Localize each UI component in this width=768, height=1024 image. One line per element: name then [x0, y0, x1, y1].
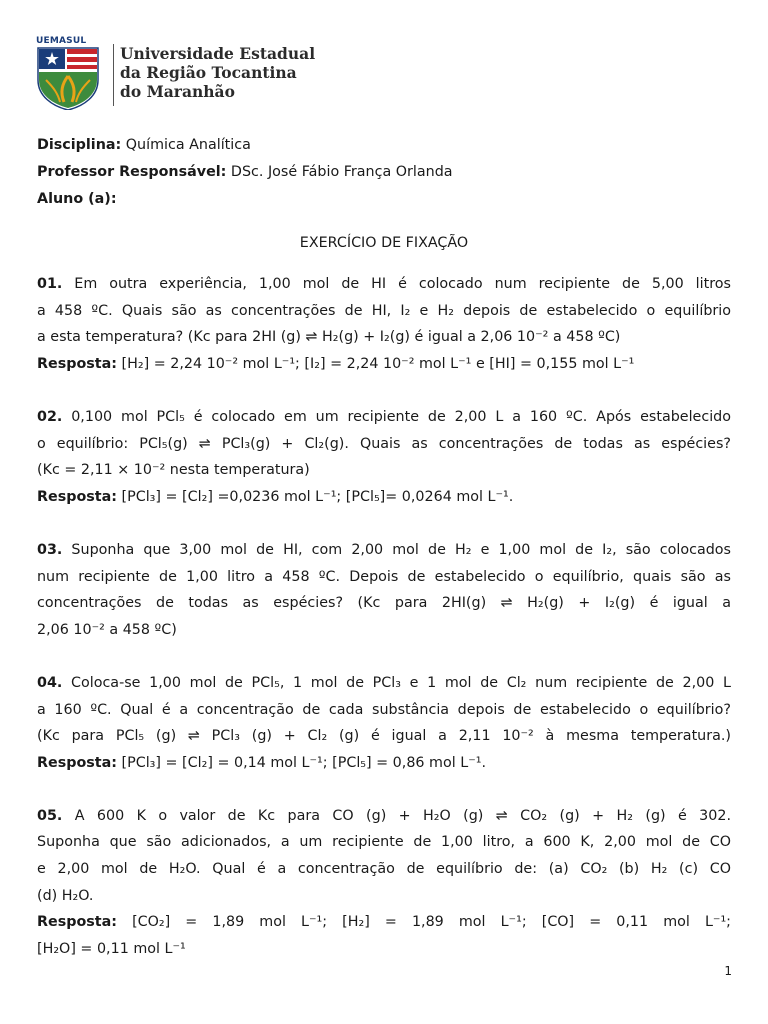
exercise-line: o equilíbrio: PCl₅(g) ⇌ PCl₃(g) + Cl₂(g). Quais as concentrações de todas as espécies? — [37, 435, 731, 452]
exercise-05 — [37, 803, 731, 963]
answer-label: Resposta: — [37, 488, 117, 505]
answer-label: Resposta: — [37, 355, 117, 372]
exercise-number: 02. — [37, 408, 63, 425]
exercise-line — [37, 271, 731, 298]
discipline-field — [37, 132, 453, 159]
discipline-value: Química Analítica — [121, 137, 251, 153]
exercise-number: 03. — [37, 541, 63, 558]
answer-label: Resposta: — [37, 754, 117, 771]
professor-label: Professor Responsável: — [37, 164, 227, 180]
exercise-text: Coloca-se 1,00 mol de PCl₅, 1 mol de PCl₃ e 1 mol de Cl₂ num recipiente de 2,00 L — [62, 674, 731, 691]
exercise-line — [37, 670, 731, 697]
exercise-text: Em outra experiência, 1,00 mol de HI é colocado num recipiente de 5,00 litros — [62, 276, 731, 292]
exercise-02 — [37, 404, 731, 510]
answer-line — [37, 909, 731, 936]
answer-line: [H₂O] = 0,11 mol L⁻¹ — [37, 940, 186, 957]
exercise-line: num recipiente de 1,00 litro a 458 ºC. Depois de estabelecido o equilíbrio, quais são as — [37, 568, 731, 585]
exercise-text: Suponha que 3,00 mol de HI, com 2,00 mol de H₂ e 1,00 mol de I₂, são colocados — [62, 541, 731, 558]
answer-text: [PCl₃] = [Cl₂] = 0,14 mol L⁻¹; [PCl₅] = 0,86 mol L⁻¹. — [116, 754, 487, 771]
exercise-line: (Kc para PCl₅ (g) ⇌ PCl₃ (g) + Cl₂ (g) é igual a 2,11 10⁻² à mesma temperatura.) — [37, 728, 731, 745]
exercise-line — [37, 404, 731, 431]
answer-line — [37, 351, 731, 378]
answer-line — [37, 750, 731, 777]
professor-value: DSc. José Fábio França Orlanda — [226, 164, 453, 180]
professor-field — [37, 159, 453, 186]
discipline-label: Disciplina: — [37, 137, 122, 153]
exercise-04 — [37, 670, 731, 776]
answer-text: [PCl₃] = [Cl₂] =0,0236 mol L⁻¹; [PCl₅]= 0,0264 mol L⁻¹. — [116, 488, 514, 505]
answer-text: [H₂] = 2,24 10⁻² mol L⁻¹; [I₂] = 2,24 10⁻² mol L⁻¹ e [HI] = 0,155 mol L⁻¹ — [116, 355, 635, 372]
university-name — [120, 44, 315, 101]
exercise-line: Suponha que são adicionados, a um recipiente de 1,00 litro, a 600 K, 2,00 mol de CO — [37, 834, 731, 851]
university-name-line: do Maranhão — [120, 82, 235, 101]
answer-label: Resposta: — [37, 914, 117, 931]
letterhead — [36, 36, 336, 112]
university-name-line: da Região Tocantina — [120, 63, 297, 82]
page-title: EXERCÍCIO DE FIXAÇÃO — [299, 235, 469, 251]
university-name-line: Universidade Estadual — [120, 44, 316, 63]
exercise-line: a esta temperatura? (Kc para 2HI (g) ⇌ H₂(g) + I₂(g) é igual a 2,06 10⁻² a 458 ºC) — [37, 329, 621, 346]
page-number: 1 — [724, 964, 732, 978]
exercise-line: e 2,00 mol de H₂O. Qual é a concentração de equilíbrio de: (a) CO₂ (b) H₂ (c) CO — [37, 861, 731, 878]
exercise-number: 01. — [37, 276, 63, 292]
exercise-01 — [37, 271, 731, 377]
answer-line — [37, 484, 731, 511]
student-field — [37, 186, 453, 213]
exercise-line — [37, 537, 731, 564]
exercise-list — [37, 271, 731, 962]
header-fields — [37, 132, 453, 213]
exercise-line — [37, 803, 731, 830]
exercise-line: (Kc = 2,11 × 10⁻² nesta temperatura) — [37, 462, 310, 479]
exercise-line: a 160 ºC. Qual é a concentração de cada substância depois de estabelecido o equilíbrio? — [37, 701, 731, 718]
exercise-line: 2,06 10⁻² a 458 ºC) — [37, 621, 177, 638]
exercise-text: 0,100 mol PCl₅ é colocado em um recipiente de 2,00 L a 160 ºC. Após estabelecido — [62, 408, 731, 425]
exercise-line: concentrações de todas as espécies? (Kc para 2HI(g) ⇌ H₂(g) + I₂(g) é igual a — [37, 595, 731, 612]
answer-text: [CO₂] = 1,89 mol L⁻¹; [H₂] = 1,89 mol L⁻¹; [CO] = 0,11 mol L⁻¹; — [116, 914, 731, 931]
exercise-line: a 458 ºC. Quais são as concentrações de HI, I₂ e H₂ depois de estabelecido o equilíbrio — [37, 302, 731, 319]
student-label: Aluno (a): — [37, 191, 117, 207]
exercise-number: 05. — [37, 807, 63, 824]
exercise-number: 04. — [37, 674, 63, 691]
logo-wordmark: UEMASUL — [36, 36, 87, 46]
letterhead-divider — [113, 44, 114, 106]
uemasul-emblem-icon — [36, 36, 104, 110]
exercise-03 — [37, 537, 731, 643]
exercise-text: A 600 K o valor de Kc para CO (g) + H₂O (g) ⇌ CO₂ (g) + H₂ (g) é 302. — [62, 807, 731, 824]
exercise-line: (d) H₂O. — [37, 887, 94, 904]
